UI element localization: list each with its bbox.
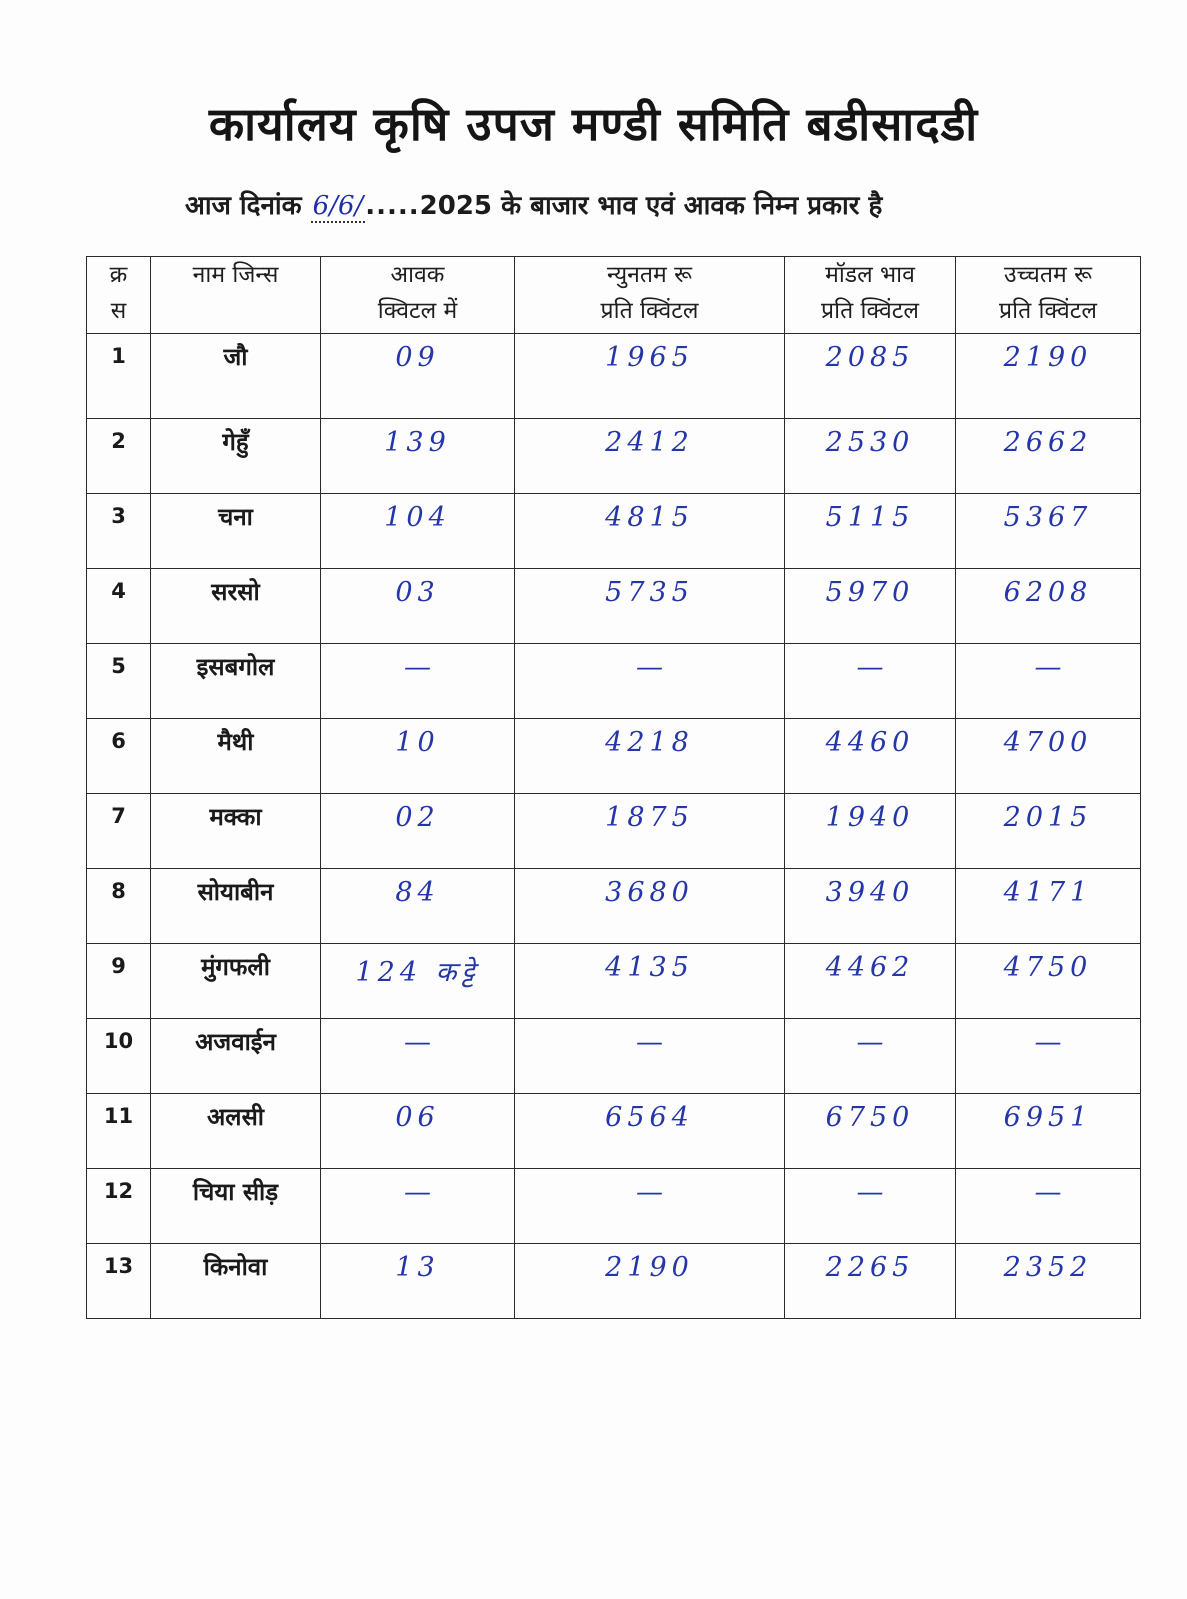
arrival-cell: 10 (321, 719, 515, 794)
col-header-min-price: न्युनतम रू प्रति क्विंटल (515, 257, 785, 334)
modal-price-cell: — (785, 1169, 956, 1244)
min-price-cell: 5735 (515, 569, 785, 644)
commodity-cell: गेहुँ (151, 419, 321, 494)
col-header-commodity: नाम जिन्स (151, 257, 321, 334)
table-row (87, 794, 1141, 869)
modal-price-cell: 1940 (785, 794, 956, 869)
date-prefix: आज दिनांक (185, 191, 302, 221)
commodity-cell: किनोवा (151, 1244, 321, 1319)
min-price-cell: 1965 (515, 334, 785, 419)
serial-cell: 2 (87, 419, 151, 494)
serial-cell: 8 (87, 869, 151, 944)
min-price-cell: 3680 (515, 869, 785, 944)
modal-price-cell: 2530 (785, 419, 956, 494)
serial-cell: 10 (87, 1019, 151, 1094)
max-price-cell: — (956, 644, 1141, 719)
arrival-cell: — (321, 1169, 515, 1244)
max-price-cell: 2662 (956, 419, 1141, 494)
modal-price-cell: 4462 (785, 944, 956, 1019)
min-price-cell: — (515, 1169, 785, 1244)
modal-price-cell: 6750 (785, 1094, 956, 1169)
min-price-cell: 4218 (515, 719, 785, 794)
modal-price-cell: 2265 (785, 1244, 956, 1319)
modal-price-cell: — (785, 1019, 956, 1094)
table-row (87, 494, 1141, 569)
commodity-cell: सोयाबीन (151, 869, 321, 944)
arrival-cell: 124 कट्टे (321, 944, 515, 1019)
min-price-cell: 4815 (515, 494, 785, 569)
max-price-cell: 2190 (956, 334, 1141, 419)
commodity-cell: सरसो (151, 569, 321, 644)
arrival-cell: 139 (321, 419, 515, 494)
min-price-cell: — (515, 1019, 785, 1094)
serial-cell: 9 (87, 944, 151, 1019)
table-row (87, 1169, 1141, 1244)
serial-cell: 4 (87, 569, 151, 644)
min-price-cell: — (515, 644, 785, 719)
modal-price-cell: 5115 (785, 494, 956, 569)
serial-cell: 13 (87, 1244, 151, 1319)
arrival-cell: — (321, 644, 515, 719)
max-price-cell: 6208 (956, 569, 1141, 644)
handwritten-date: 6/6/ (312, 191, 364, 221)
table-row (87, 644, 1141, 719)
commodity-cell: चिया सीड़ (151, 1169, 321, 1244)
commodity-cell: मक्का (151, 794, 321, 869)
modal-price-cell: 2085 (785, 334, 956, 419)
max-price-cell: 6951 (956, 1094, 1141, 1169)
max-price-cell: 2015 (956, 794, 1141, 869)
table-row (87, 869, 1141, 944)
commodity-cell: मैथी (151, 719, 321, 794)
arrival-cell: 13 (321, 1244, 515, 1319)
table-row (87, 1019, 1141, 1094)
table-row (87, 334, 1141, 419)
modal-price-cell: 3940 (785, 869, 956, 944)
arrival-cell: 06 (321, 1094, 515, 1169)
serial-cell: 5 (87, 644, 151, 719)
max-price-cell: 4700 (956, 719, 1141, 794)
arrival-cell: 02 (321, 794, 515, 869)
max-price-cell: 5367 (956, 494, 1141, 569)
arrival-cell: 09 (321, 334, 515, 419)
commodity-cell: चना (151, 494, 321, 569)
serial-cell: 6 (87, 719, 151, 794)
date-suffix: के बाजार भाव एवं आवक निम्न प्रकार है (501, 191, 883, 221)
max-price-cell: 4750 (956, 944, 1141, 1019)
commodity-cell: मुंगफली (151, 944, 321, 1019)
max-price-cell: — (956, 1019, 1141, 1094)
arrival-cell: 84 (321, 869, 515, 944)
table-row (87, 419, 1141, 494)
serial-cell: 1 (87, 334, 151, 419)
serial-cell: 7 (87, 794, 151, 869)
table-header-row (87, 257, 1141, 334)
serial-cell: 12 (87, 1169, 151, 1244)
table-row (87, 1244, 1141, 1319)
min-price-cell: 1875 (515, 794, 785, 869)
min-price-cell: 2412 (515, 419, 785, 494)
modal-price-cell: 5970 (785, 569, 956, 644)
commodity-cell: इसबगोल (151, 644, 321, 719)
min-price-cell: 6564 (515, 1094, 785, 1169)
col-header-serial: क्र स (87, 257, 151, 334)
min-price-cell: 2190 (515, 1244, 785, 1319)
table-row (87, 569, 1141, 644)
table-body (87, 334, 1141, 1319)
table-row (87, 1094, 1141, 1169)
serial-cell: 11 (87, 1094, 151, 1169)
max-price-cell: — (956, 1169, 1141, 1244)
max-price-cell: 4171 (956, 869, 1141, 944)
date-line (185, 186, 882, 222)
commodity-cell: अजवाईन (151, 1019, 321, 1094)
arrival-cell: — (321, 1019, 515, 1094)
col-header-arrival: आवक क्विटल में (321, 257, 515, 334)
serial-cell: 3 (87, 494, 151, 569)
date-year: 2025 (419, 191, 493, 221)
office-title: कार्यालय कृषि उपज मण्डी समिति बडीसादडी (208, 97, 979, 151)
col-header-modal-price: मॉडल भाव प्रति क्विंटल (785, 257, 956, 334)
min-price-cell: 4135 (515, 944, 785, 1019)
arrival-cell: 03 (321, 569, 515, 644)
market-rates-table (86, 256, 1141, 1319)
table-row (87, 719, 1141, 794)
date-dots: ..... (365, 191, 420, 221)
modal-price-cell: — (785, 644, 956, 719)
modal-price-cell: 4460 (785, 719, 956, 794)
col-header-max-price: उच्चतम रू प्रति क्विंटल (956, 257, 1141, 334)
commodity-cell: अलसी (151, 1094, 321, 1169)
table-row (87, 944, 1141, 1019)
max-price-cell: 2352 (956, 1244, 1141, 1319)
commodity-cell: जौ (151, 334, 321, 419)
arrival-cell: 104 (321, 494, 515, 569)
